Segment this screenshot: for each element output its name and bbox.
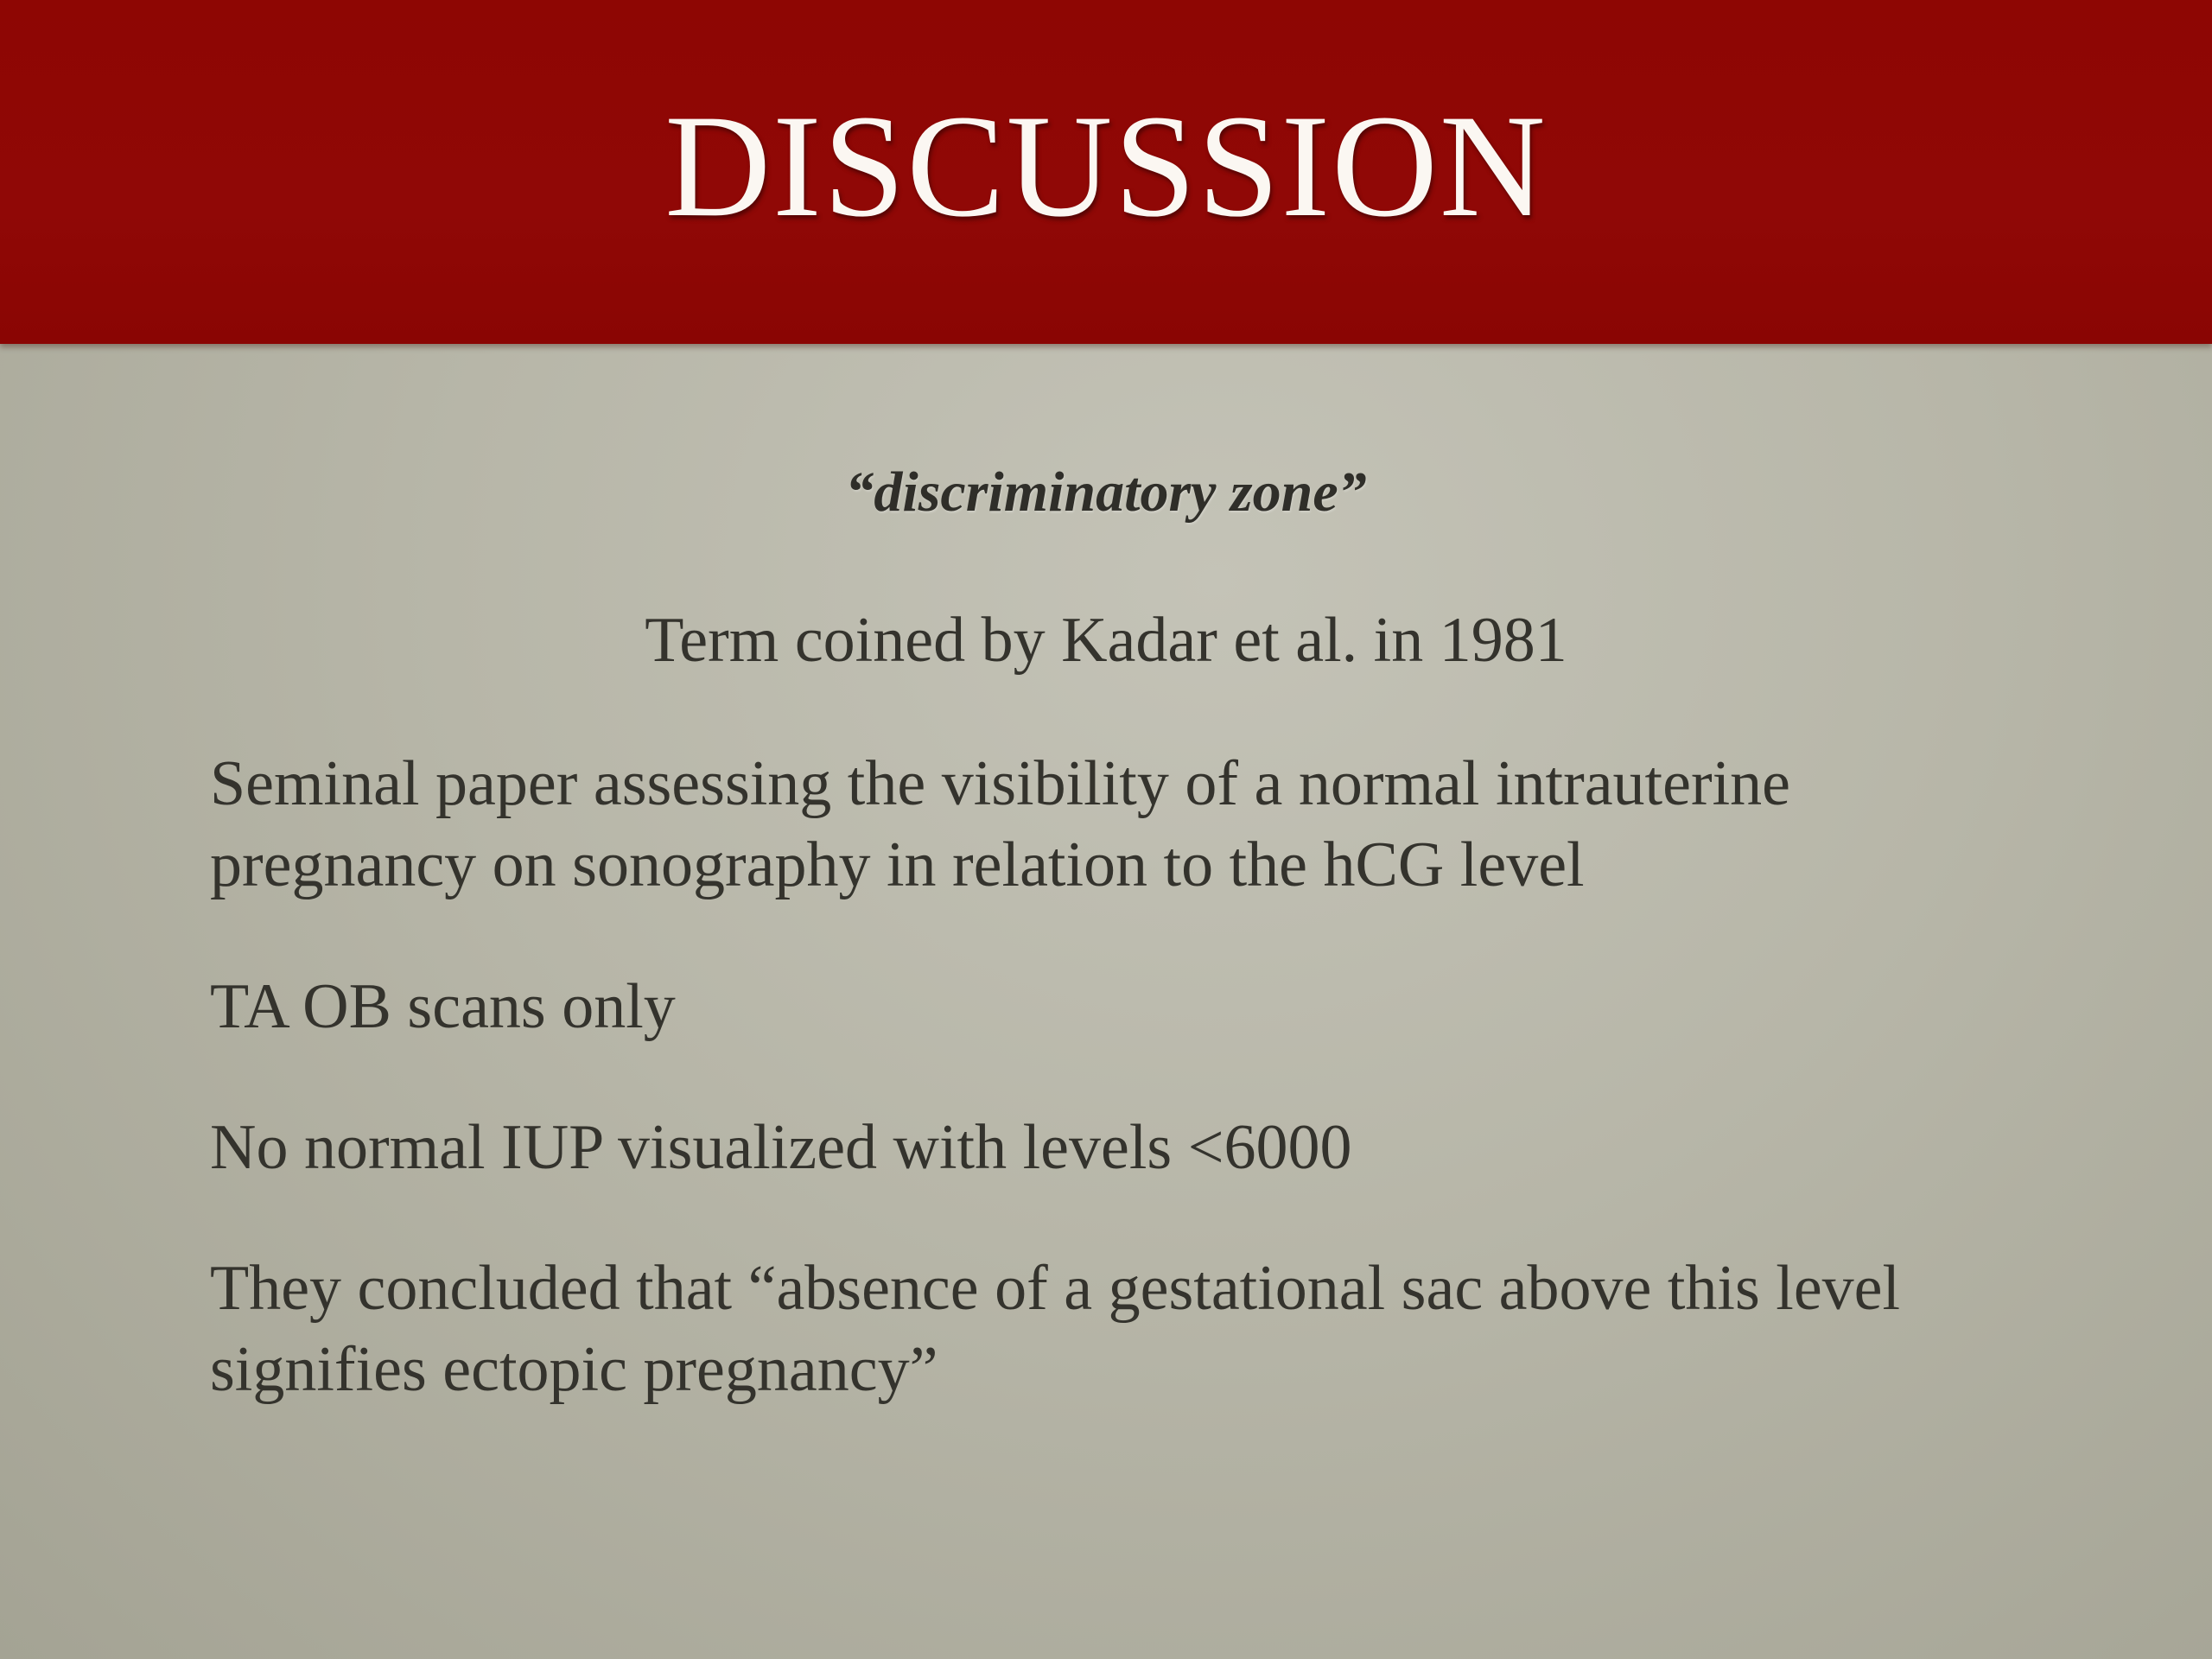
slide-title: DISCUSSION (664, 85, 1548, 247)
slide-subtitle: “discriminatory zone” (845, 461, 1367, 524)
bullet-item: Seminal paper assessing the visibility of a normal intrauterine pregnancy on sonography in relation to the hCG level (210, 748, 1791, 900)
bullet-list (210, 743, 2024, 1470)
bullet-item: No normal IUP visualized with levels <6000 (210, 1112, 1352, 1183)
bullet-item: They concluded that “absence of a gestational sac above this level signifies ectopic pregnancy” (210, 1253, 1901, 1405)
intro-line: Term coined by Kadar et al. in 1981 (645, 605, 1567, 676)
bullet-item: TA OB scans only (210, 971, 676, 1042)
header-band (0, 0, 2212, 344)
